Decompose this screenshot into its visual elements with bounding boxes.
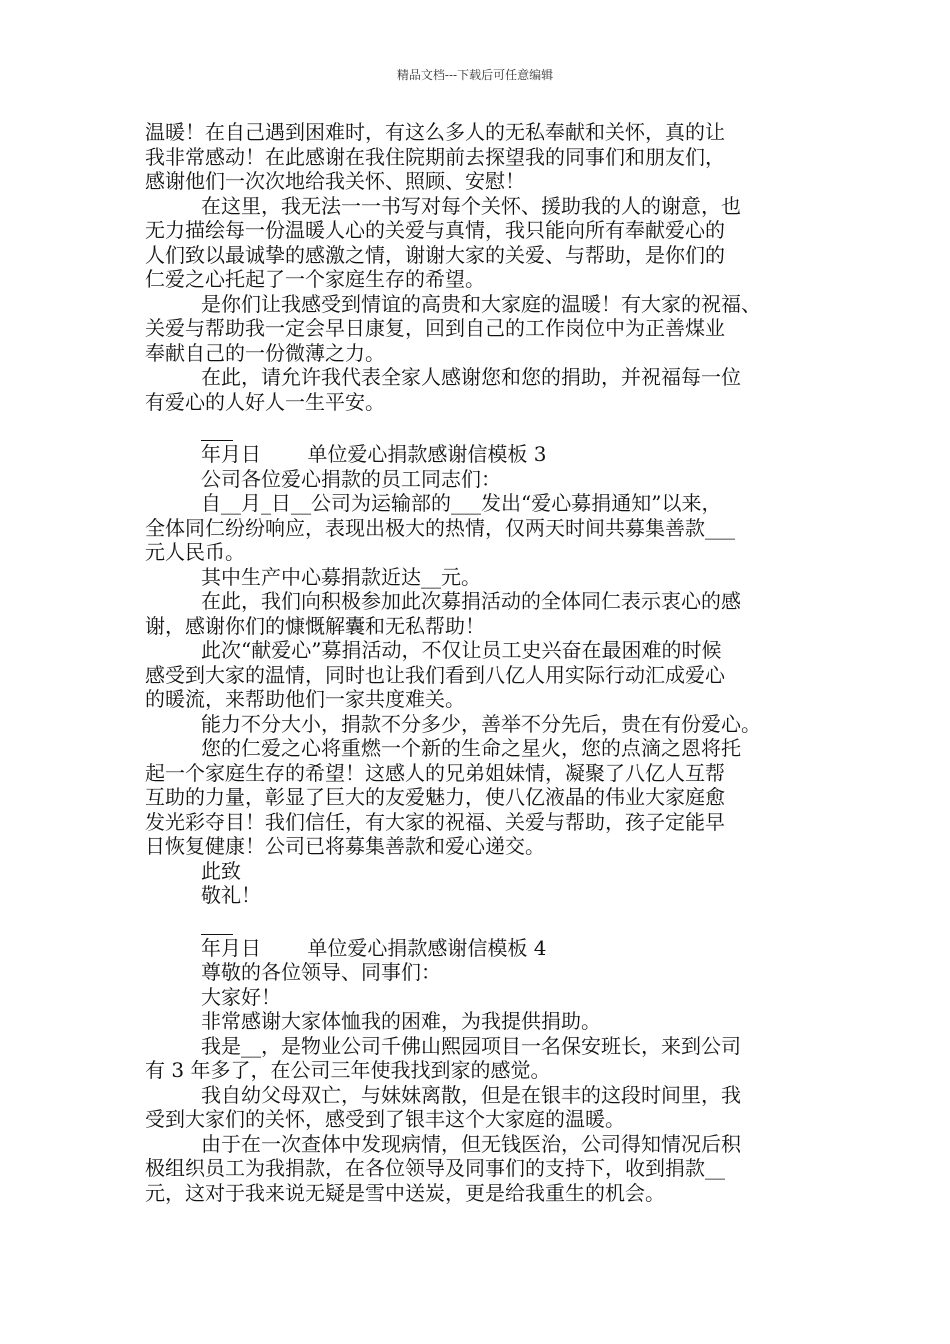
- text-line: 元，这对于我来说无疑是雪中送炭，更是给我重生的机会。: [145, 1180, 665, 1205]
- text-line: 我是__，是物业公司千佛山熙园项目一名保安班长，来到公司: [201, 1033, 741, 1058]
- paragraph-gap: [145, 908, 810, 920]
- blank-date-underline: [145, 920, 810, 936]
- text-line: 无力描绘每一份温暖人心的关爱与真情，我只能向所有奉献爱心的: [145, 218, 725, 242]
- text-line: 发光彩夺目！我们信任，有大家的祝福、关爱与帮助，孩子定能早: [145, 809, 725, 834]
- text-line: 年月日 单位爱心捐款感谢信模板 4: [201, 935, 547, 960]
- text-line: 由于在一次查体中发现病情，但无钱医治，公司得知情况后积: [201, 1131, 741, 1156]
- text-line: 尊敬的各位领导、同事们：: [201, 960, 441, 984]
- text-line: 仁爱之心托起了一个家庭生存的希望。: [145, 267, 485, 291]
- blank-date-underline: [145, 426, 810, 442]
- text-line: 关爱与帮助我一定会早日康复，回到自己的工作岗位中为正善煤业: [145, 316, 725, 340]
- text-line: 在此，请允许我代表全家人感谢您和您的捐助，并祝福每一位: [201, 365, 741, 389]
- text-line: 此致: [201, 858, 241, 883]
- text-line: 谢，感谢你们的慷慨解囊和无私帮助！: [145, 613, 485, 638]
- text-line: 在此，我们向积极参加此次募捐活动的全体同仁表示衷心的感: [201, 589, 741, 613]
- text-line: 此次“献爱心”募捐活动，不仅让员工史兴奋在最困难的时候: [201, 638, 722, 662]
- text-line: 温暖！在自己遇到困难时，有这么多人的无私奉献和关怀，真的让: [145, 120, 725, 144]
- text-line: 日恢复健康！公司已将募集善款和爱心递交。: [145, 834, 545, 858]
- text-line: 感谢他们一次次地给我关怀、照顾、安慰！: [145, 169, 525, 193]
- text-line: 非常感谢大家体恤我的困难，为我提供捐助。: [201, 1009, 601, 1033]
- text-line: 极组织员工为我捐款，在各位领导及同事们的支持下，收到捐款__: [145, 1156, 725, 1180]
- text-line: 公司各位爱心捐款的员工同志们：: [201, 466, 501, 491]
- text-line: 我非常感动！在此感谢在我住院期前去探望我的同事们和朋友们，: [145, 144, 725, 169]
- text-line: 的暖流，来帮助他们一家共度难关。: [145, 687, 465, 711]
- text-line: 人们致以最诚挚的感激之情，谢谢大家的关爱、与帮助，是你们的: [145, 242, 725, 267]
- text-line: 受到大家们的关怀，感受到了银丰这个大家庭的温暖。: [145, 1107, 625, 1131]
- text-line: 有爱心的人好人一生平安。: [145, 389, 385, 414]
- text-line: 是你们让我感受到情谊的高贵和大家庭的温暖！有大家的祝福、: [201, 291, 761, 316]
- document-body: [145, 120, 810, 1205]
- text-line: 有 3 年多了，在公司三年使我找到家的感觉。: [145, 1058, 551, 1082]
- underline-mark: [201, 426, 233, 441]
- underline-mark: [201, 920, 233, 935]
- page-header: 精品文档---下载后可任意编辑: [396, 68, 554, 82]
- text-line: 全体同仁纷纷响应，表现出极大的热情，仅两天时间共募集善款___: [145, 515, 735, 540]
- text-line: 您的仁爱之心将重燃一个新的生命之星火，您的点滴之恩将托: [201, 736, 741, 760]
- text-line: 能力不分大小，捐款不分多少，善举不分先后，贵在有份爱心。: [201, 711, 761, 736]
- text-line: 奉献自己的一份微薄之力。: [145, 340, 385, 365]
- text-line: 互助的力量，彰显了巨大的友爱魅力，使八亿液晶的伟业大家庭愈: [145, 785, 725, 809]
- text-line: 元人民币。: [145, 540, 245, 564]
- text-line: 大家好！: [201, 984, 281, 1009]
- paragraph-gap: [145, 414, 810, 426]
- text-line: 敬礼！: [201, 883, 261, 907]
- text-line: 起一个家庭生存的希望！这感人的兄弟姐妹情，凝聚了八亿人互帮: [145, 760, 725, 785]
- text-line: 自__月_日__公司为运输部的___发出“爱心募捐通知”以来，: [201, 491, 722, 515]
- text-line: 我自幼父母双亡，与妹妹离散，但是在银丰的这段时间里，我: [201, 1082, 741, 1107]
- text-line: 感受到大家的温情，同时也让我们看到八亿人用实际行动汇成爱心: [145, 662, 725, 687]
- text-line: 其中生产中心募捐款近达__元。: [201, 564, 481, 589]
- text-line: 在这里，我无法一一书写对每个关怀、援助我的人的谢意，也: [201, 193, 741, 218]
- text-line: 年月日 单位爱心捐款感谢信模板 3: [201, 442, 547, 466]
